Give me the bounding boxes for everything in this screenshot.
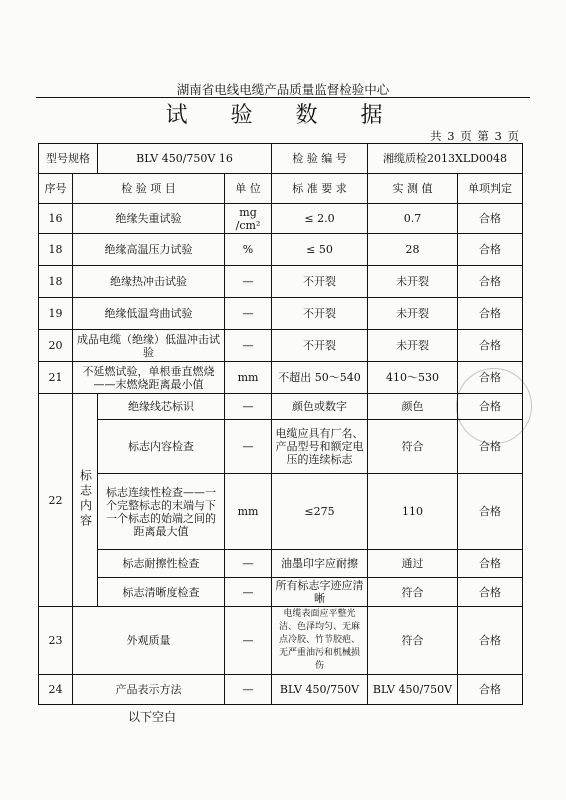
sub-requirement: 颜色或数字 — [272, 394, 368, 420]
row-unit: mm — [225, 362, 272, 394]
table-row — [39, 474, 523, 550]
group-22-label: 标志内容 — [78, 468, 93, 529]
row-requirement: 电缆表面应平整光洁、色泽均匀、无麻点冷胶、竹节胶疤、无严重油污和机械损伤 — [272, 607, 368, 675]
sub-unit: mm — [225, 474, 272, 550]
sub-item: 绝缘线芯标识 — [98, 394, 225, 420]
sub-judgement: 合格 — [458, 474, 523, 550]
col-header-requirement: 标 准 要 求 — [272, 174, 368, 204]
table-row — [39, 675, 523, 705]
sub-measured: 颜色 — [368, 394, 458, 420]
col-header-measured: 实 测 值 — [368, 174, 458, 204]
row-unit: % — [225, 234, 272, 266]
row-item: 产品表示方法 — [73, 675, 225, 705]
blank-note: 以下空白 — [128, 710, 177, 724]
table-row — [39, 362, 523, 394]
sub-requirement: ≤275 — [272, 474, 368, 550]
group-22-label-cell — [73, 394, 98, 607]
sub-item: 标志耐擦性检查 — [98, 550, 225, 578]
row-unit: — — [225, 675, 272, 705]
row-measured: 未开裂 — [368, 298, 458, 330]
row-judgement: 合格 — [458, 330, 523, 362]
table-row — [39, 550, 523, 578]
sub-judgement: 合格 — [458, 420, 523, 474]
row-measured: 28 — [368, 234, 458, 266]
row-no: 18 — [39, 234, 73, 266]
sub-unit: — — [225, 578, 272, 607]
sub-requirement: 所有标志字迹应清晰 — [272, 578, 368, 607]
row-unit: — — [225, 330, 272, 362]
group-22-no: 22 — [39, 394, 73, 607]
row-item: 外观质量 — [73, 607, 225, 675]
col-header-unit: 单 位 — [225, 174, 272, 204]
org-name: 湖南省电线电缆产品质量监督检验中心 — [176, 82, 390, 97]
row-no: 20 — [39, 330, 73, 362]
col-header-judgement: 单项判定 — [458, 174, 523, 204]
sub-measured: 符合 — [368, 578, 458, 607]
row-judgement: 合格 — [458, 607, 523, 675]
row-item: 绝缘热冲击试验 — [73, 266, 225, 298]
table-row — [39, 298, 523, 330]
page-title: 试 验 数 据 — [165, 103, 401, 128]
sub-measured: 通过 — [368, 550, 458, 578]
header-row — [39, 174, 523, 204]
row-unit: mg /cm² — [225, 204, 272, 234]
sub-requirement: 电缆应具有厂名、产品型号和额定电压的连续标志 — [272, 420, 368, 474]
test-data-table — [38, 143, 523, 705]
sub-measured: 110 — [368, 474, 458, 550]
meta-row — [39, 144, 523, 174]
row-item: 不延燃试验，单根垂直燃烧——末燃烧距离最小值 — [73, 362, 225, 394]
row-requirement: BLV 450/750V — [272, 675, 368, 705]
table-row — [39, 330, 523, 362]
table-row — [39, 204, 523, 234]
table-row — [39, 266, 523, 298]
table-row — [39, 394, 523, 420]
row-item: 绝缘高温压力试验 — [73, 234, 225, 266]
row-requirement: ≤ 50 — [272, 234, 368, 266]
row-measured: 0.7 — [368, 204, 458, 234]
row-requirement: 不开裂 — [272, 266, 368, 298]
sub-judgement: 合格 — [458, 550, 523, 578]
row-unit: — — [225, 266, 272, 298]
sub-item: 标志连续性检查——一个完整标志的末端与下一个标志的始端之间的距离最大值 — [98, 474, 225, 550]
row-no: 21 — [39, 362, 73, 394]
row-measured: 未开裂 — [368, 266, 458, 298]
row-judgement: 合格 — [458, 266, 523, 298]
row-judgement: 合格 — [458, 298, 523, 330]
sub-measured: 符合 — [368, 420, 458, 474]
row-requirement: 不超出 50～540 — [272, 362, 368, 394]
row-judgement: 合格 — [458, 362, 523, 394]
table-row — [39, 234, 523, 266]
row-requirement: ≤ 2.0 — [272, 204, 368, 234]
report-no-value: 湘缆质检2013XLD0048 — [368, 144, 523, 174]
table-row — [39, 420, 523, 474]
sub-item: 标志内容检查 — [98, 420, 225, 474]
table-row — [39, 578, 523, 607]
col-header-no: 序号 — [39, 174, 73, 204]
sub-item: 标志清晰度检查 — [98, 578, 225, 607]
row-measured: 未开裂 — [368, 330, 458, 362]
row-measured: 符合 — [368, 607, 458, 675]
row-item: 成品电缆（绝缘）低温冲击试验 — [73, 330, 225, 362]
row-measured: BLV 450/750V — [368, 675, 458, 705]
row-judgement: 合格 — [458, 675, 523, 705]
report-no-label: 检 验 编 号 — [272, 144, 368, 174]
row-unit: — — [225, 607, 272, 675]
sub-requirement: 油墨印字应耐擦 — [272, 550, 368, 578]
row-judgement: 合格 — [458, 234, 523, 266]
row-item: 绝缘低温弯曲试验 — [73, 298, 225, 330]
row-no: 18 — [39, 266, 73, 298]
row-unit: — — [225, 298, 272, 330]
row-no: 16 — [39, 204, 73, 234]
page-info: 共 3 页 第 3 页 — [430, 129, 520, 143]
row-requirement: 不开裂 — [272, 298, 368, 330]
row-no: 23 — [39, 607, 73, 675]
row-no: 24 — [39, 675, 73, 705]
model-label: 型号规格 — [39, 144, 98, 174]
sub-judgement: 合格 — [458, 394, 523, 420]
sub-unit: — — [225, 420, 272, 474]
row-measured: 410～530 — [368, 362, 458, 394]
model-value: BLV 450/750V 16 — [98, 144, 272, 174]
row-requirement: 不开裂 — [272, 330, 368, 362]
sub-unit: — — [225, 550, 272, 578]
row-judgement: 合格 — [458, 204, 523, 234]
sub-unit: — — [225, 394, 272, 420]
col-header-item: 检 验 项 目 — [73, 174, 225, 204]
row-item: 绝缘失重试验 — [73, 204, 225, 234]
table-row — [39, 607, 523, 675]
sub-judgement: 合格 — [458, 578, 523, 607]
row-no: 19 — [39, 298, 73, 330]
